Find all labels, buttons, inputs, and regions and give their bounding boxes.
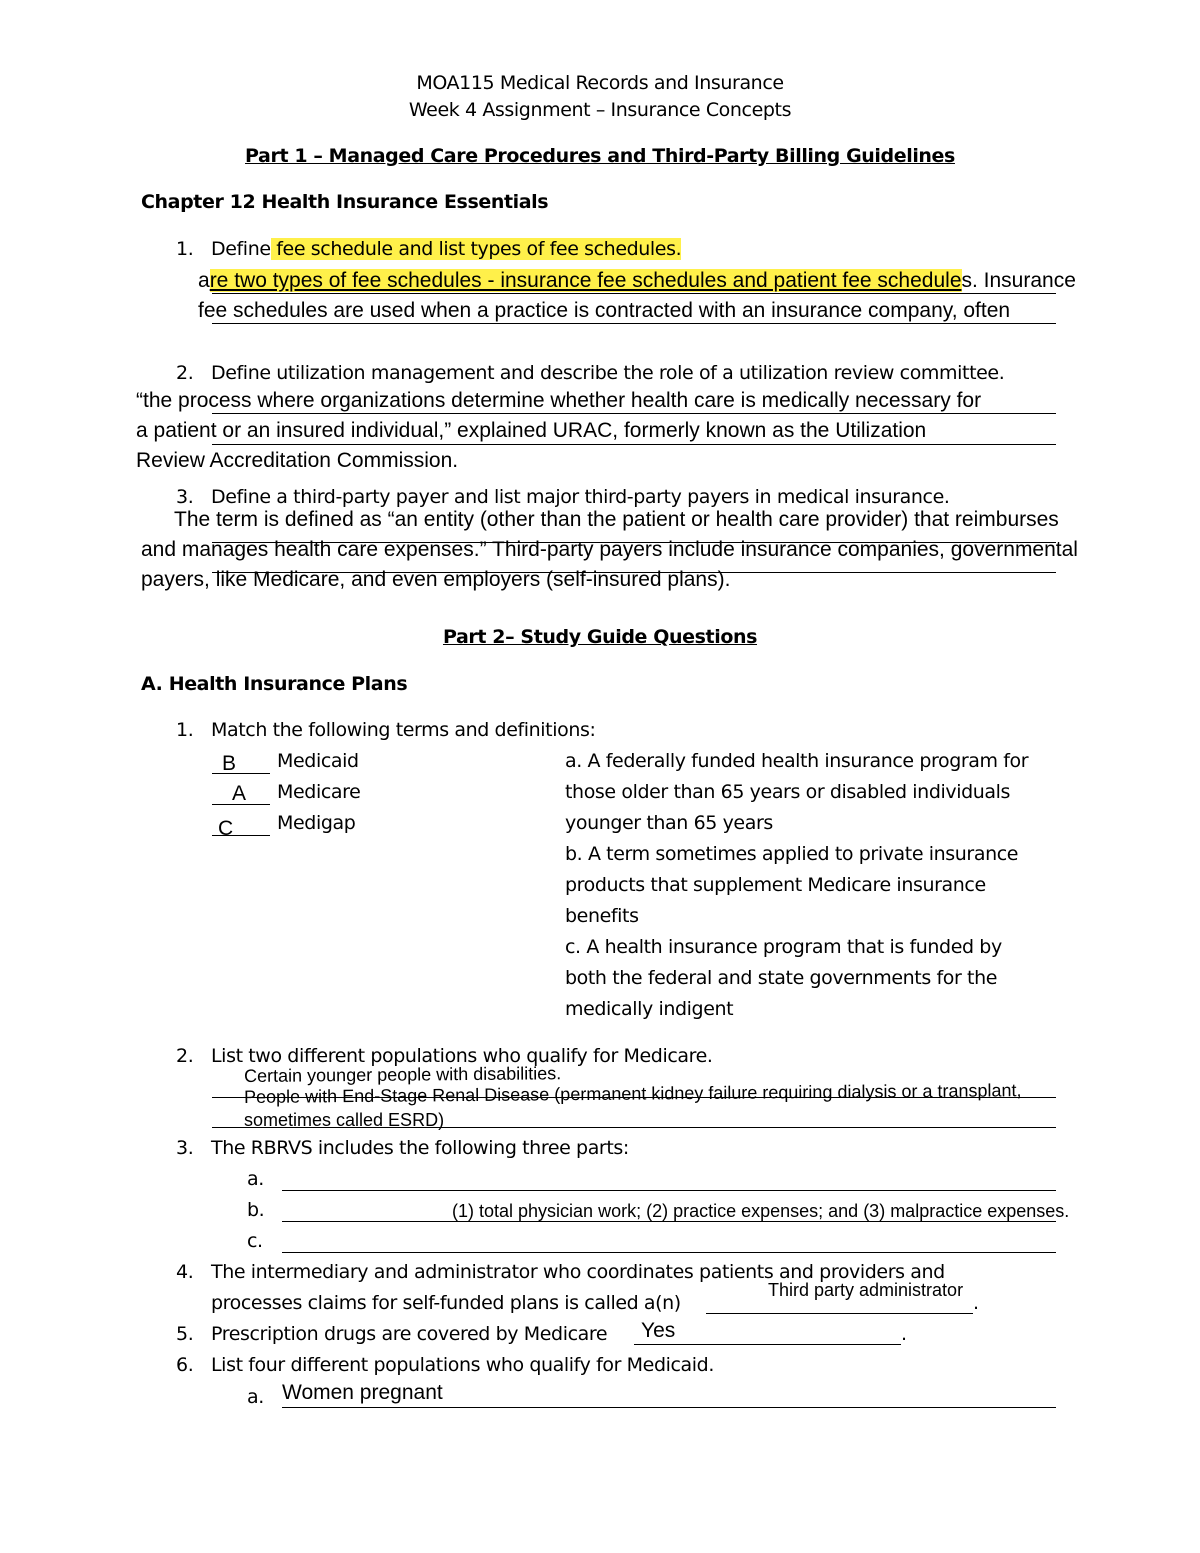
definition-line-2: those older than 65 years or disabled individuals [565,781,1011,803]
q1-prefix: Define [211,238,271,260]
rbrvs-blank-c [282,1252,1056,1253]
match-term-3: Medigap [277,812,356,834]
q2-answer-line-3-clipped [136,449,1036,472]
section-heading: A. Health Insurance Plans [141,673,408,695]
rx-blank [634,1344,901,1345]
rbrvs-q-text: The RBRVS includes the following three parts: [211,1137,629,1159]
tpa-q-line-2: processes claims for self-funded plans is called a(n) [211,1292,681,1314]
match-q-text: Match the following terms and definitions: [211,719,596,741]
q3-answer-line-3: payers, like Medicare, and even employers (self-insured plans). [141,568,731,591]
match-answer-3: C [218,817,234,840]
match-q-number: 1. [176,719,194,741]
q2-answer-line-1: “the process where organizations determine whether health care is medically necessary for [136,389,982,412]
tpa-q-number: 4. [176,1261,194,1283]
medicare-answer-line-2: People with End-Stage Renal Disease (permanent kidney failure requiring dialysis or a transplant, [244,1080,1022,1107]
medicaid-blank-a [282,1407,1056,1408]
tpa-answer: Third party administrator [768,1280,964,1300]
part2-heading: Part 2– Study Guide Questions [442,626,758,648]
medicare-q-text: List two different populations who qualify for Medicare. [211,1045,713,1067]
q1-question [211,238,681,260]
q1-answer-highlight: re two types of fee schedules - insurance fee schedules and patient fee schedule [209,269,962,292]
rx-q-number: 5. [176,1323,194,1345]
medicaid-letter-a: a. [247,1386,264,1408]
rbrvs-letter-b: b. [247,1199,265,1221]
q2-answer-line-3: Review Accreditation Commission. [136,449,459,472]
rx-answer: Yes [641,1319,676,1342]
medicare-q-number: 2. [176,1045,194,1067]
match-term-2: Medicare [277,781,361,803]
course-title: MOA115 Medical Records and Insurance [416,72,784,94]
medicare-answer-line-3: sometimes called ESRD) [244,1110,445,1130]
rx-q-text: Prescription drugs are covered by Medicare [211,1323,608,1345]
q2-number: 2. [176,362,194,384]
medicare-answer-line-1: Certain younger people with disabilities. [244,1063,562,1086]
rbrvs-q-number: 3. [176,1137,194,1159]
q2-answer-line-2: a patient or an insured individual,” explained URAC, formerly known as the Utilization [136,419,927,442]
q3-question: Define a third-party payer and list major third-party payers in medical insurance. [211,486,950,508]
definition-line-3: younger than 65 years [565,812,773,834]
match-answer-1: B [222,752,237,775]
chapter-heading: Chapter 12 Health Insurance Essentials [141,191,549,213]
part1-heading: Part 1 – Managed Care Procedures and Third-Party Billing Guidelines [245,145,955,167]
q3-answer-line-1: The term is defined as “an entity (other than the patient or health care provider) that reimburses [174,508,1059,531]
medicaid-q-text: List four different populations who qualify for Medicaid. [211,1354,714,1376]
q3-number: 3. [176,486,194,508]
assignment-title: Week 4 Assignment – Insurance Concepts [408,99,792,121]
q2-answer-underline-2 [212,444,1056,445]
q1-answer-line-2: fee schedules are used when a practice is contracted with an insurance company, often [198,299,1011,322]
q2-question: Define utilization management and describe the role of a utilization review committee. [211,362,1005,384]
definition-line-5: products that supplement Medicare insurance [565,874,986,896]
definition-line-6: benefits [565,905,639,927]
q1-highlighted-text: fee schedule and list types of fee schedules. [270,238,682,260]
rbrvs-letter-a: a. [247,1168,264,1190]
tpa-q-line-1: The intermediary and administrator who coordinates patients and providers and [211,1261,945,1283]
q1-answer-underline-2 [212,323,1056,324]
rbrvs-blank-a [282,1190,1056,1191]
q1-answer-underline [212,293,1056,294]
match-blank-1 [212,773,270,774]
definition-line-9: medically indigent [565,998,734,1020]
tpa-period: . [973,1292,979,1314]
definition-line-7: c. A health insurance program that is funded by [565,936,1002,958]
q2-answer-underline [212,413,1056,414]
match-answer-2: A [232,782,247,805]
q1-answer-line-1: are two types of fee schedules - insurance fee schedules and patient fee schedules. Insurance [198,269,1076,292]
rbrvs-answer-b: (1) total physician work; (2) practice expenses; and (3) malpractice expenses. [452,1201,1070,1221]
medicaid-answer-a: Women pregnant [282,1381,443,1404]
tpa-blank [706,1313,973,1314]
definition-line-8: both the federal and state governments for the [565,967,998,989]
match-term-1: Medicaid [277,750,359,772]
rx-period: . [901,1323,907,1345]
definition-line-1: a. A federally funded health insurance program for [565,750,1029,772]
definition-line-4: b. A term sometimes applied to private insurance [565,843,1019,865]
q3-answer-line-2: and manages health care expenses.” Third-party payers include insurance companies, governmental [141,538,1078,561]
medicaid-q-number: 6. [176,1354,194,1376]
q1-number: 1. [176,238,194,260]
rbrvs-letter-c: c. [247,1230,263,1252]
